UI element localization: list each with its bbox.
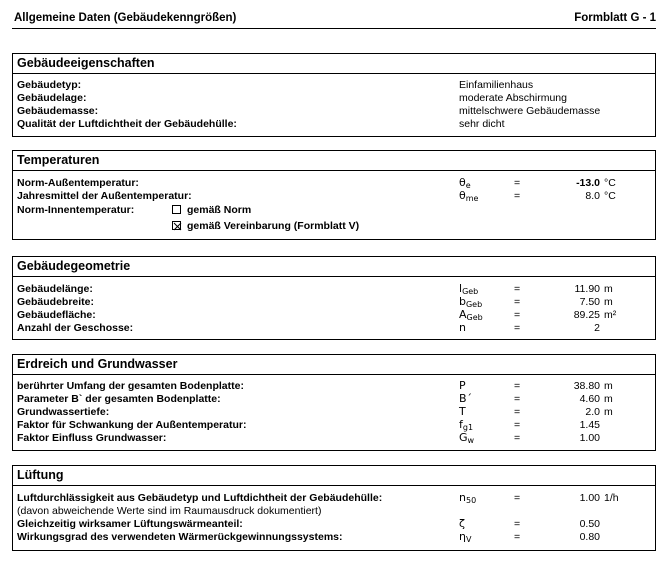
field-value: mittelschwere Gebäudemasse (459, 105, 601, 117)
field-unit: m (604, 296, 613, 308)
field-value: sehr dicht (459, 118, 505, 130)
field-label: Parameter B` der gesamten Bodenplatte: (17, 393, 221, 405)
field-value: -13.0 (576, 177, 600, 189)
symbol: n (459, 321, 466, 334)
row-vereinbarung (17, 220, 655, 232)
field-unit: °C (604, 177, 616, 189)
field-unit: m² (604, 309, 617, 321)
row-faktor-grundwasser (17, 432, 655, 444)
field-value: 38.80 (573, 380, 600, 392)
option-label-norm: gemäß Norm (187, 204, 252, 216)
section-title: Lüftung (13, 466, 655, 486)
equals-sign: = (514, 419, 521, 431)
equals-sign: = (514, 296, 521, 308)
field-label: Faktor für Schwankung der Außentemperatur: (17, 419, 247, 431)
equals-sign: = (514, 322, 521, 334)
field-unit: m (604, 283, 613, 295)
symbol: $l_{Geb}$ (459, 282, 479, 296)
row-gebaeudelage (17, 92, 655, 104)
symbol: ζ (459, 517, 465, 530)
field-label: Gebäudebreite: (17, 296, 95, 308)
section-title: Temperaturen (13, 151, 655, 171)
note-text: (davon abweichende Werte sind im Raumausdruck dokumentiert) (17, 505, 322, 517)
equals-sign: = (514, 393, 521, 405)
field-label: Wirkungsgrad des verwendeten Wärmerückgewinnungssystems: (17, 531, 343, 543)
symbol: B´ (459, 392, 473, 405)
field-label: Gebäudemasse: (17, 105, 99, 117)
equals-sign: = (514, 177, 521, 189)
row-gebaeudeflaeche (17, 309, 655, 321)
symbol: $\theta_{me}$ (459, 189, 479, 203)
equals-sign: = (514, 518, 521, 530)
section-title: Gebäudegeometrie (13, 257, 655, 277)
symbol: $\eta_V$ (459, 530, 472, 544)
field-value: 1.00 (579, 432, 600, 444)
row-gebaeudelaenge (17, 283, 655, 295)
field-value: moderate Abschirmung (459, 92, 567, 104)
field-label: Gebäudefläche: (17, 309, 96, 321)
row-wirkungsgrad (17, 531, 655, 543)
symbol: P (459, 379, 466, 392)
field-value: 0.80 (579, 531, 600, 543)
field-value: 4.60 (579, 393, 600, 405)
symbol: $f_{g1}$ (459, 418, 474, 432)
symbol: $A_{Geb}$ (459, 308, 483, 322)
equals-sign: = (514, 283, 521, 295)
page-title: Allgemeine Daten (Gebäudekenngrößen) (14, 12, 237, 24)
row-umfang (17, 380, 655, 392)
row-luftdurchlaessigkeit (17, 492, 655, 504)
equals-sign: = (514, 531, 521, 543)
field-value: 0.50 (579, 518, 600, 530)
field-label: Qualität der Luftdichtheit der Gebäudehülle: (17, 118, 237, 130)
row-luftdichtheit (17, 118, 655, 130)
field-label: Luftdurchlässigkeit aus Gebäudetyp und Luftdichtheit der Gebäudehülle: (17, 492, 383, 504)
row-faktor-schwankung (17, 419, 655, 431)
field-unit: m (604, 406, 613, 418)
section-title: Gebäudeeigenschaften (13, 54, 655, 74)
row-jahresmittel (17, 190, 655, 202)
row-lueftungswaermeanteil (17, 518, 655, 530)
section-title: Erdreich und Grundwasser (13, 355, 655, 375)
field-unit: m (604, 393, 613, 405)
section-erdreich (12, 354, 656, 451)
field-value: 11.90 (574, 283, 600, 295)
field-value: Einfamilienhaus (459, 79, 534, 91)
row-gebaeudetyp (17, 79, 655, 91)
row-norm-aussentemperatur (17, 177, 655, 189)
field-value: 89.25 (573, 309, 600, 321)
row-parameter-b (17, 393, 655, 405)
field-value: 2.0 (585, 406, 600, 418)
field-label: Gebäudelage: (17, 92, 87, 104)
field-label: Gebäudetyp: (17, 79, 82, 91)
section-lueftung (12, 465, 656, 551)
form-id: Formblatt G - 1 (574, 12, 656, 24)
equals-sign: = (514, 432, 521, 444)
field-label: Jahresmittel der Außentemperatur: (17, 190, 192, 202)
symbol: $b_{Geb}$ (459, 295, 483, 309)
row-anzahl-geschosse (17, 322, 655, 334)
field-value: 1.45 (579, 419, 600, 431)
option-label-vereinbarung: gemäß Vereinbarung (Formblatt V) (187, 220, 360, 232)
field-label: Anzahl der Geschosse: (17, 322, 134, 334)
field-unit: 1/h (604, 492, 619, 504)
field-label: Gleichzeitig wirksamer Lüftungswärmeanteil: (17, 518, 243, 530)
symbol: $n_{50}$ (459, 491, 477, 505)
checkbox-gemaess-norm[interactable] (172, 205, 181, 214)
row-gebaeudemasse (17, 105, 655, 117)
symbol: T (459, 405, 466, 418)
field-label: berührter Umfang der gesamten Bodenplatte: (17, 380, 244, 392)
symbol: $\theta_e$ (459, 176, 471, 190)
checkmark-x-icon (173, 222, 182, 231)
row-norm-innentemperatur (17, 204, 655, 216)
field-label: Gebäudelänge: (17, 283, 93, 295)
field-label: Grundwassertiefe: (17, 406, 110, 418)
row-note (17, 505, 655, 517)
row-grundwassertiefe (17, 406, 655, 418)
page-header (12, 12, 656, 29)
field-label: Norm-Innentemperatur: (17, 204, 135, 216)
equals-sign: = (514, 309, 521, 321)
field-value: 2 (594, 322, 600, 334)
field-label: Faktor Einfluss Grundwasser: (17, 432, 167, 444)
equals-sign: = (514, 380, 521, 392)
row-gebaeudebreite (17, 296, 655, 308)
section-geometrie (12, 256, 656, 340)
field-unit: °C (604, 190, 616, 202)
field-value: 1.00 (579, 492, 600, 504)
section-temperaturen (12, 150, 656, 240)
checkbox-gemaess-vereinbarung[interactable] (172, 221, 181, 230)
section-eigenschaften (12, 53, 656, 137)
field-value: 8.0 (585, 190, 600, 202)
field-label: Norm-Außentemperatur: (17, 177, 139, 189)
equals-sign: = (514, 492, 521, 504)
symbol: $G_w$ (459, 431, 475, 445)
equals-sign: = (514, 190, 521, 202)
field-unit: m (604, 380, 613, 392)
equals-sign: = (514, 406, 521, 418)
field-value: 7.50 (579, 296, 600, 308)
